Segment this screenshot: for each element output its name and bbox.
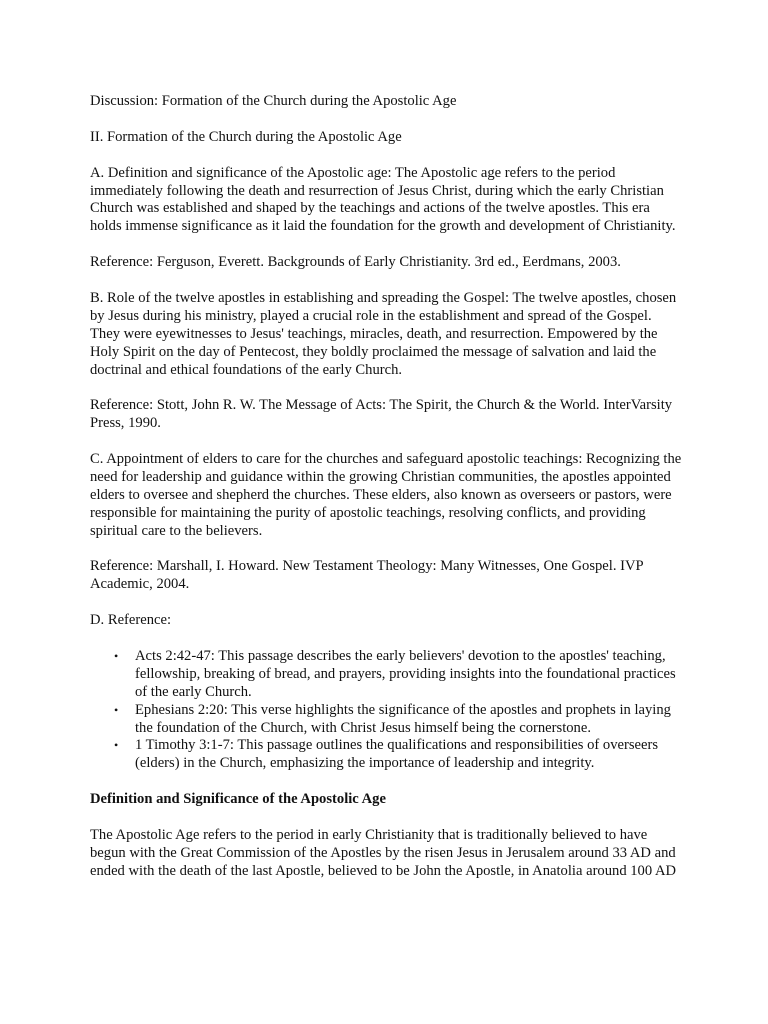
list-item-text: 1 Timothy 3:1-7: This passage outlines the qualifications and responsibilities of overseers (elders) in the Church, emphasizing the importance of leadership and integrity. [135, 737, 659, 772]
paragraph-a: A. Definition and significance of the Apostolic age: The Apostolic age refers to the period immediately following the death and resurrection of Jesus Christ, during which the early Christian Church was established and shaped by the teachings and actions of the twelve apostles. This era holds immense significance as it laid the foundation for the growth and development of Christianity. [90, 164, 676, 235]
list-item [114, 701, 682, 738]
paragraph-b: B. Role of the twelve apostles in establishing and spreading the Gospel: The twelve apostles, chosen by Jesus during his ministry, played a crucial role in the establishment and spread of the Gospel. They were eyewitnesses to Jesus' teachings, miracles, death, and resurrection. Empowered by the Holy Spirit on the day of Pentecost, they boldly proclaimed the message of salvation and laid the doctrinal and ethical foundations of the early Church. [90, 289, 677, 378]
bullet-icon: • [114, 702, 119, 717]
reference-list [90, 648, 682, 773]
reference-a: Reference: Ferguson, Everett. Backgrounds of Early Christianity. 3rd ed., Eerdmans, 2003. [90, 254, 621, 271]
list-item-text: Ephesians 2:20: This verse highlights the significance of the apostles and prophets in laying the foundation of the Church, with Christ Jesus himself being the cornerstone. [135, 701, 671, 736]
reference-c: Reference: Marshall, I. Howard. New Testament Theology: Many Witnesses, One Gospel. IVP Academic, 2004. [90, 558, 644, 593]
document-page [90, 93, 682, 899]
paragraph-d: D. Reference: [90, 612, 172, 629]
list-item-text: Acts 2:42-47: This passage describes the early believers' devotion to the apostles' teaching, fellowship, breaking of bread, and prayers, providing insights into the foundational practices of the early Church. [135, 647, 676, 700]
paragraph-c: C. Appointment of elders to care for the churches and safeguard apostolic teachings: Recognizing the need for leadership and guidance within the growing Christian communities, the apostles appointed elders to oversee and shepherd the churches. These elders, also known as overseers or pastors, were responsible for maintaining the purity of apostolic teachings, resolving conflicts, and providing spiritual care to the believers. [90, 451, 682, 539]
list-item [114, 647, 682, 702]
bullet-icon: • [114, 738, 119, 753]
final-paragraph: The Apostolic Age refers to the period in early Christianity that is traditionally believed to have begun with the Great Commission of the Apostles by the risen Jesus in Jerusalem around 33 AD and ended with the death of the last Apostle, believed to be John the Apostle, in Anatolia around 100 AD [90, 826, 677, 879]
bullet-icon: • [114, 648, 119, 663]
bold-heading: Definition and Significance of the Apostolic Age [90, 791, 386, 808]
document-title: Discussion: Formation of the Church during the Apostolic Age [90, 93, 457, 109]
list-item [114, 737, 682, 773]
section-heading: II. Formation of the Church during the Apostolic Age [90, 128, 402, 145]
reference-b: Reference: Stott, John R. W. The Message of Acts: The Spirit, the Church & the World. InterVarsity Press, 1990. [90, 397, 673, 432]
